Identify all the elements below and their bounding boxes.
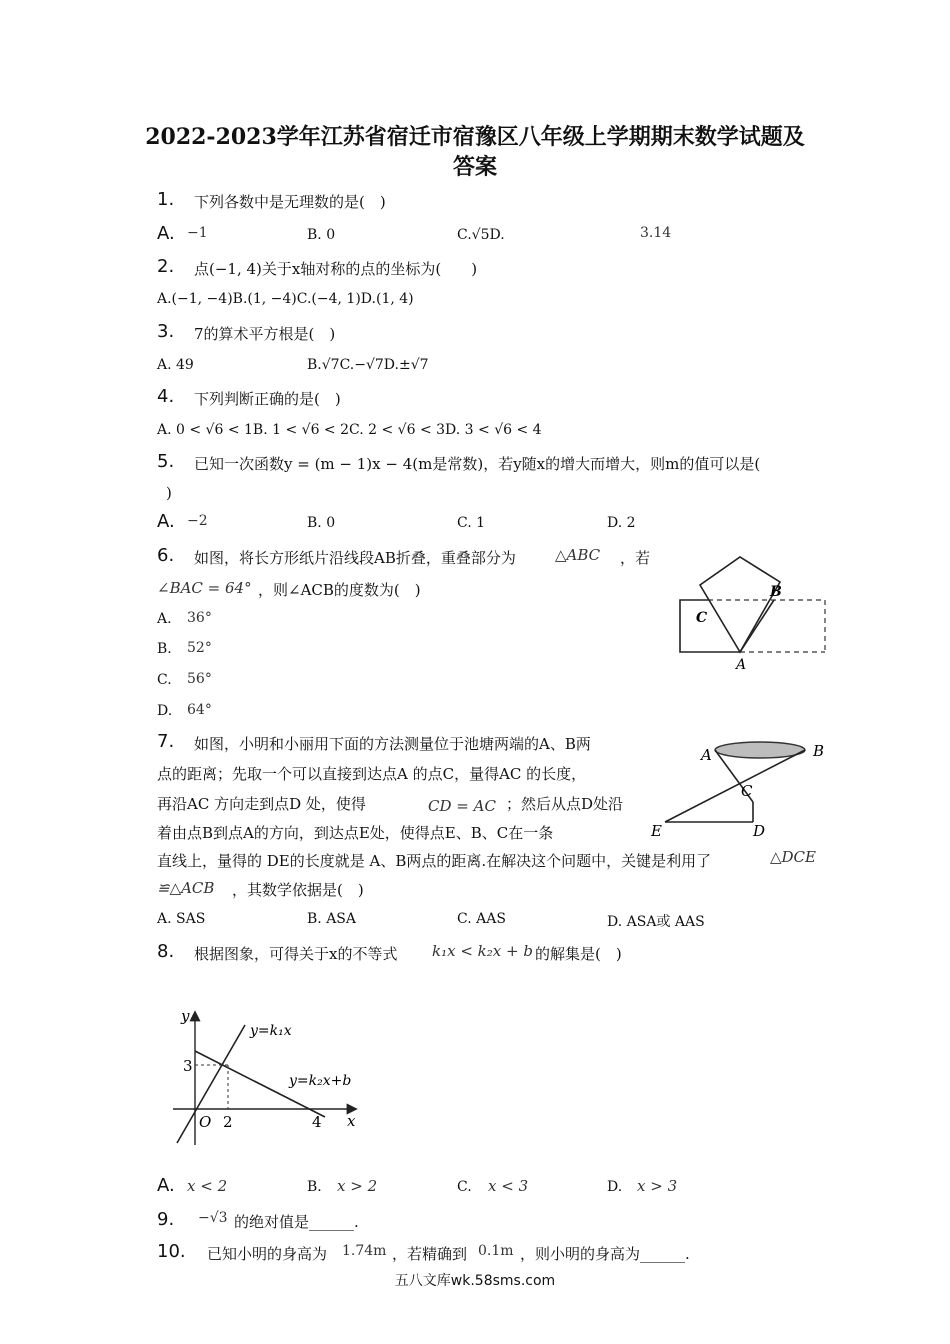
q7-line6: ，其数学依据是( ) (232, 881, 364, 899)
q6-folded-flap (700, 557, 780, 652)
q5-stem-end: ) (166, 484, 172, 502)
q5-option-d: D. 2 (607, 515, 636, 531)
q8-label-x: x (347, 1112, 356, 1130)
q1-option-b: B. 0 (307, 227, 336, 243)
q3-option-a: A. 49 (157, 357, 194, 373)
q2-number: 2. (157, 256, 175, 277)
q7-line4: 着由点B到点A的方向，到达点E处，使得点E、B、C在一条 (157, 824, 554, 842)
q7-option-b: B. ASA (307, 911, 356, 927)
doc-title-line2: 答案 (452, 154, 497, 180)
q9-stem: 的绝对值是______. (234, 1213, 359, 1231)
q8-option-a-value: x < 2 (187, 1177, 228, 1195)
q6-angle-bac: ∠BAC = 64° (157, 579, 252, 597)
q4-number: 4. (157, 386, 175, 407)
q6-fold-figure (670, 545, 840, 675)
q7-cd-equals-ac: CD = AC (428, 797, 496, 815)
q5-option-a-value: −2 (187, 513, 208, 529)
footer-watermark: 五八文库wk.58sms.com (394, 1273, 556, 1289)
q6-option-b-label: B. (157, 641, 172, 657)
q6-option-a-label: A. (157, 611, 172, 627)
q8-option-d-label: D. (607, 1179, 623, 1195)
q8-label-4: 4 (312, 1113, 322, 1131)
q7-number: 7. (157, 731, 175, 752)
q1-option-a-label: A. (157, 223, 175, 244)
q7-label-a: A (701, 746, 712, 764)
q7-option-d: D. ASA或 AAS (607, 914, 705, 930)
q6-option-d-value: 64° (187, 702, 212, 718)
q8-label-origin: O (199, 1113, 212, 1131)
q2-stem: 点(−1, 4)关于x轴对称的点的坐标为( ) (194, 260, 478, 278)
q4-options: A. 0 < √6 < 1B. 1 < √6 < 2C. 2 < √6 < 3D. 3 < √6 < 4 (157, 422, 542, 438)
q8-option-c-label: C. (457, 1179, 472, 1195)
q10-number: 10. (157, 1241, 186, 1262)
q8-number: 8. (157, 941, 175, 962)
q8-label-line2: y=k₂x+b (289, 1073, 352, 1089)
q8-option-b-label: B. (307, 1179, 322, 1195)
q5-option-b: B. 0 (307, 515, 336, 531)
q6-fold-line-ab (740, 600, 774, 652)
q7-line5: 直线上，量得的 DE的长度就是 A、B两点的距离.在解决这个问题中，关键是利用了 (157, 852, 712, 870)
q6-stem-line1-end: ，若 (620, 549, 651, 567)
q1-option-c: C.√5D. (457, 227, 505, 243)
q7-line1: 如图，小明和小丽用下面的方法测量位于池塘两端的A、B两 (194, 735, 591, 753)
q3-stem: 7的算术平方根是( ) (194, 325, 336, 343)
q7-line-be (665, 750, 805, 822)
q7-congruent-acb: ≌△ACB (157, 879, 215, 897)
q9-number: 9. (157, 1209, 175, 1230)
q3-options-bcd: B.√7C.−√7D.±√7 (307, 357, 429, 373)
q8-stem-end: 的解集是( ) (535, 945, 622, 963)
q6-label-b: B (770, 584, 782, 600)
q5-number: 5. (157, 451, 175, 472)
q8-inequality: k₁x < k₂x + b (432, 942, 533, 960)
q6-stem-line1: 如图，将长方形纸片沿线段AB折叠，重叠部分为 (194, 549, 516, 567)
doc-title-line1: 2022-2023学年江苏省宿迁市宿豫区八年级上学期期末数学试题及 (145, 124, 805, 150)
q8-label-y: y (181, 1007, 190, 1025)
q7-triangle-dce: △DCE (770, 848, 816, 866)
q7-line2: 点的距离；先取一个可以直接到达点A 的点C，量得AC 的长度， (157, 765, 587, 783)
q10-stem-part3: ，则小明的身高为______. (520, 1245, 690, 1263)
q5-stem: 已知一次函数y = (m − 1)x − 4(m是常数)，若y随x的增大而增大，则m的值可以是( (194, 455, 761, 473)
q7-label-b: B (813, 742, 825, 760)
q7-line3b: ；然后从点D处沿 (506, 795, 624, 813)
q7-option-c: C. AAS (457, 911, 506, 927)
q6-option-d-label: D. (157, 703, 173, 719)
q7-line3a: 再沿AC 方向走到点D 处，使得 (157, 795, 366, 813)
q8-label-line1: y=k₁x (250, 1023, 292, 1039)
q4-stem: 下列判断正确的是( ) (194, 390, 341, 408)
q8-label-2: 2 (223, 1113, 233, 1131)
q6-triangle-abc: △ABC (555, 546, 601, 564)
q1-number: 1. (157, 189, 175, 210)
q6-option-a-value: 36° (187, 610, 212, 626)
q1-stem: 下列各数中是无理数的是( ) (194, 193, 386, 211)
q8-option-c-value: x < 3 (488, 1177, 529, 1195)
q8-option-b-value: x > 2 (337, 1177, 378, 1195)
q10-precision-value: 0.1m (478, 1243, 514, 1259)
q6-label-c: C (696, 610, 708, 626)
q1-option-a-value: −1 (187, 225, 208, 241)
q7-label-d: D (753, 822, 766, 840)
q8-label-3: 3 (183, 1057, 193, 1075)
q6-label-a: A (736, 657, 747, 673)
q10-height-value: 1.74m (342, 1243, 387, 1259)
q6-rectangle-left (680, 600, 740, 652)
q6-number: 6. (157, 545, 175, 566)
q10-stem-part2: ，若精确到 (392, 1245, 468, 1263)
q7-option-a: A. SAS (157, 911, 206, 927)
q7-pond-figure (645, 732, 835, 842)
q8-option-a-label: A. (157, 1175, 175, 1196)
q6-option-b-value: 52° (187, 640, 212, 656)
q8-option-d-value: x > 3 (637, 1177, 678, 1195)
q1-option-d-value: 3.14 (640, 225, 672, 241)
q7-label-c: C (741, 782, 753, 800)
q6-stem-line2: ，则∠ACB的度数为( ) (258, 581, 421, 599)
q10-stem-part1: 已知小明的身高为 (207, 1245, 328, 1263)
q8-graph-figure (165, 1005, 365, 1150)
q6-option-c-label: C. (157, 672, 172, 688)
q9-math: −√3 (198, 1210, 228, 1226)
q3-number: 3. (157, 321, 175, 342)
q7-label-e: E (651, 822, 662, 840)
q2-options: A.(−1, −4)B.(1, −4)C.(−4, 1)D.(1, 4) (157, 291, 414, 307)
q7-pond (715, 742, 805, 758)
q8-stem: 根据图象，可得关于x的不等式 (194, 945, 398, 963)
q6-option-c-value: 56° (187, 671, 212, 687)
q5-option-a-label: A. (157, 511, 175, 532)
q5-option-c: C. 1 (457, 515, 486, 531)
